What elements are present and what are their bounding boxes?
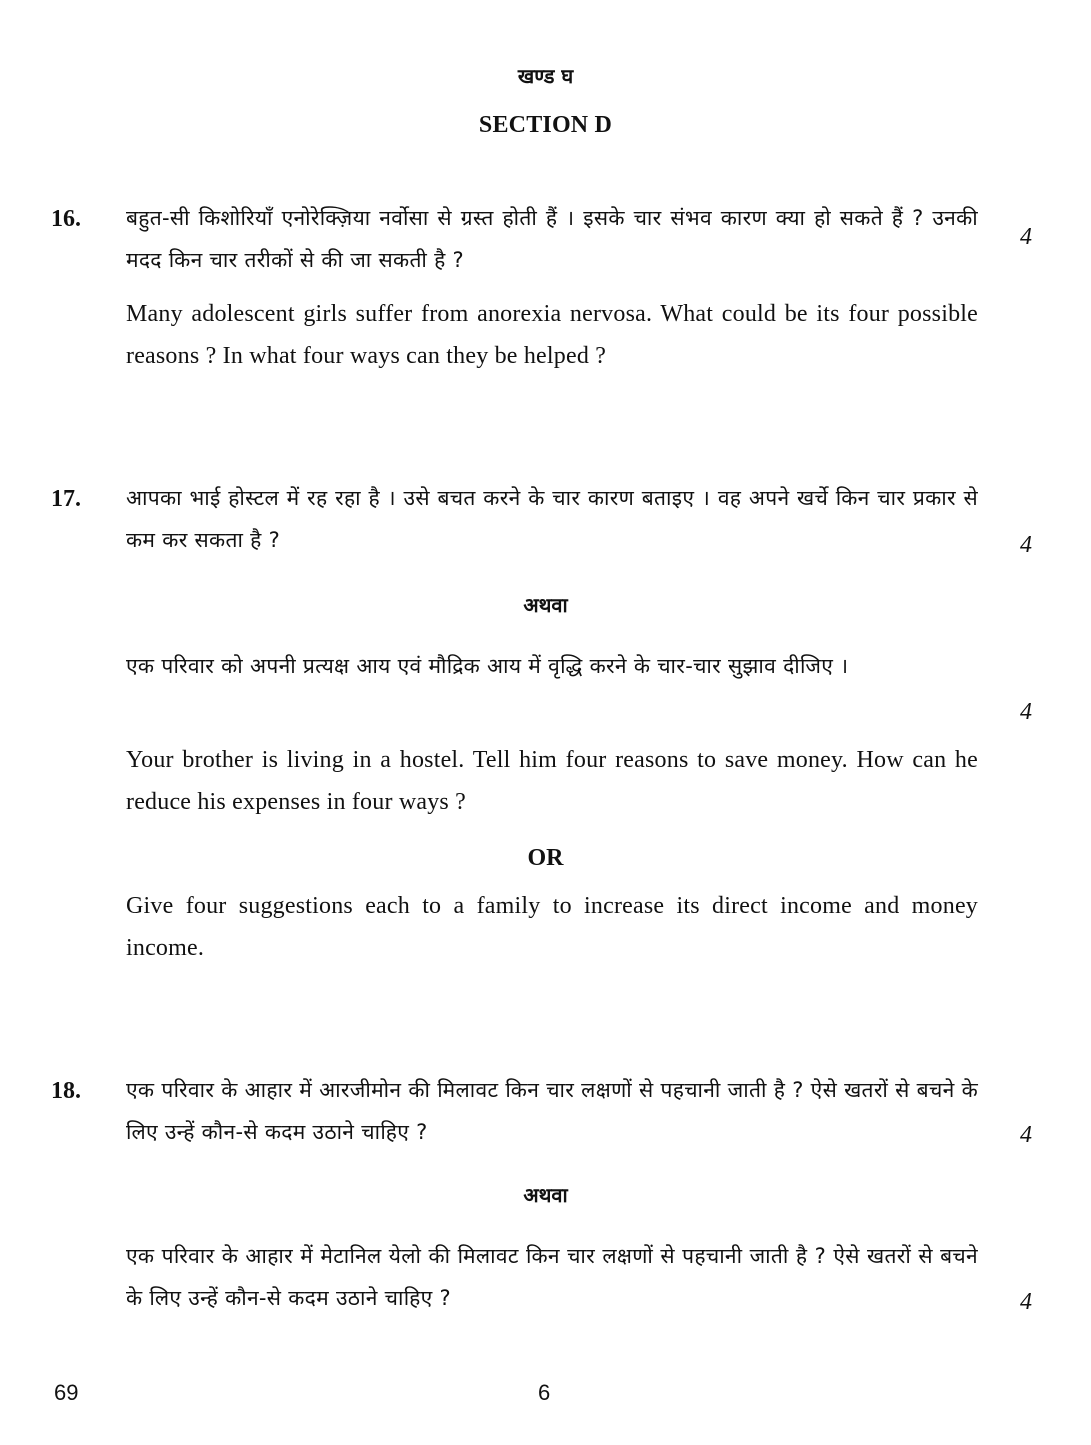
question-text-english: Your brother is living in a hostel. Tell him four reasons to save money. How can he reduce his expenses in four ways ? [126,747,978,815]
or-divider-hindi: अथवा [523,593,568,617]
alternative-question-hindi: एक परिवार को अपनी प्रत्यक्ष आय एवं मौद्रिक आय में वृद्धि करने के चार-चार सुझाव दीजिए । [126,654,849,678]
or-divider-hindi: अथवा [523,1183,568,1207]
question-text-hindi: एक परिवार के आहार में आरजीमोन की मिलावट किन चार लक्षणों से पहचानी जाती है ? ऐसे खतरों से बचने के लिए उन्हें कौन-से कदम उठाने चाहिए ? [126,1078,978,1144]
marks-label: 4 [1020,1122,1032,1148]
section-title-english: SECTION D [478,112,613,138]
question-number: 16. [51,206,81,232]
marks-label: 4 [1020,699,1032,725]
question-text-hindi: बहुत-सी किशोरियाँ एनोरेक्ज़िया नर्वोसा से ग्रस्त होती हैं । इसके चार संभव कारण क्या हो सकते हैं ? उनकी मदद किन चार तरीकों से की जा सकती है ? [126,206,978,272]
page-number: 6 [538,1380,551,1405]
section-title-hindi: खण्ड घ [517,64,574,88]
or-divider-english: OR [527,845,564,871]
marks-label: 4 [1020,532,1032,558]
question-number: 18. [51,1078,81,1104]
question-text-english: Many adolescent girls suffer from anorexia nervosa. What could be its four possible reasons ? In what four ways can they be helped ? [126,301,978,369]
paper-code: 69 [54,1380,79,1405]
question-text-hindi: आपका भाई होस्टल में रह रहा है । उसे बचत करने के चार कारण बताइए । वह अपने खर्चे किन चार प्रकार से कम कर सकता है ? [126,486,978,552]
question-number: 17. [51,486,81,512]
marks-label: 4 [1020,224,1032,250]
alternative-question-english: Give four suggestions each to a family to increase its direct income and money income. [126,893,978,961]
alternative-question-hindi: एक परिवार के आहार में मेटानिल येलो की मिलावट किन चार लक्षणों से पहचानी जाती है ? ऐसे खतरों से बचने के लिए उन्हें कौन-से कदम उठाने चाहिए ? [126,1244,978,1310]
marks-label: 4 [1020,1289,1032,1315]
